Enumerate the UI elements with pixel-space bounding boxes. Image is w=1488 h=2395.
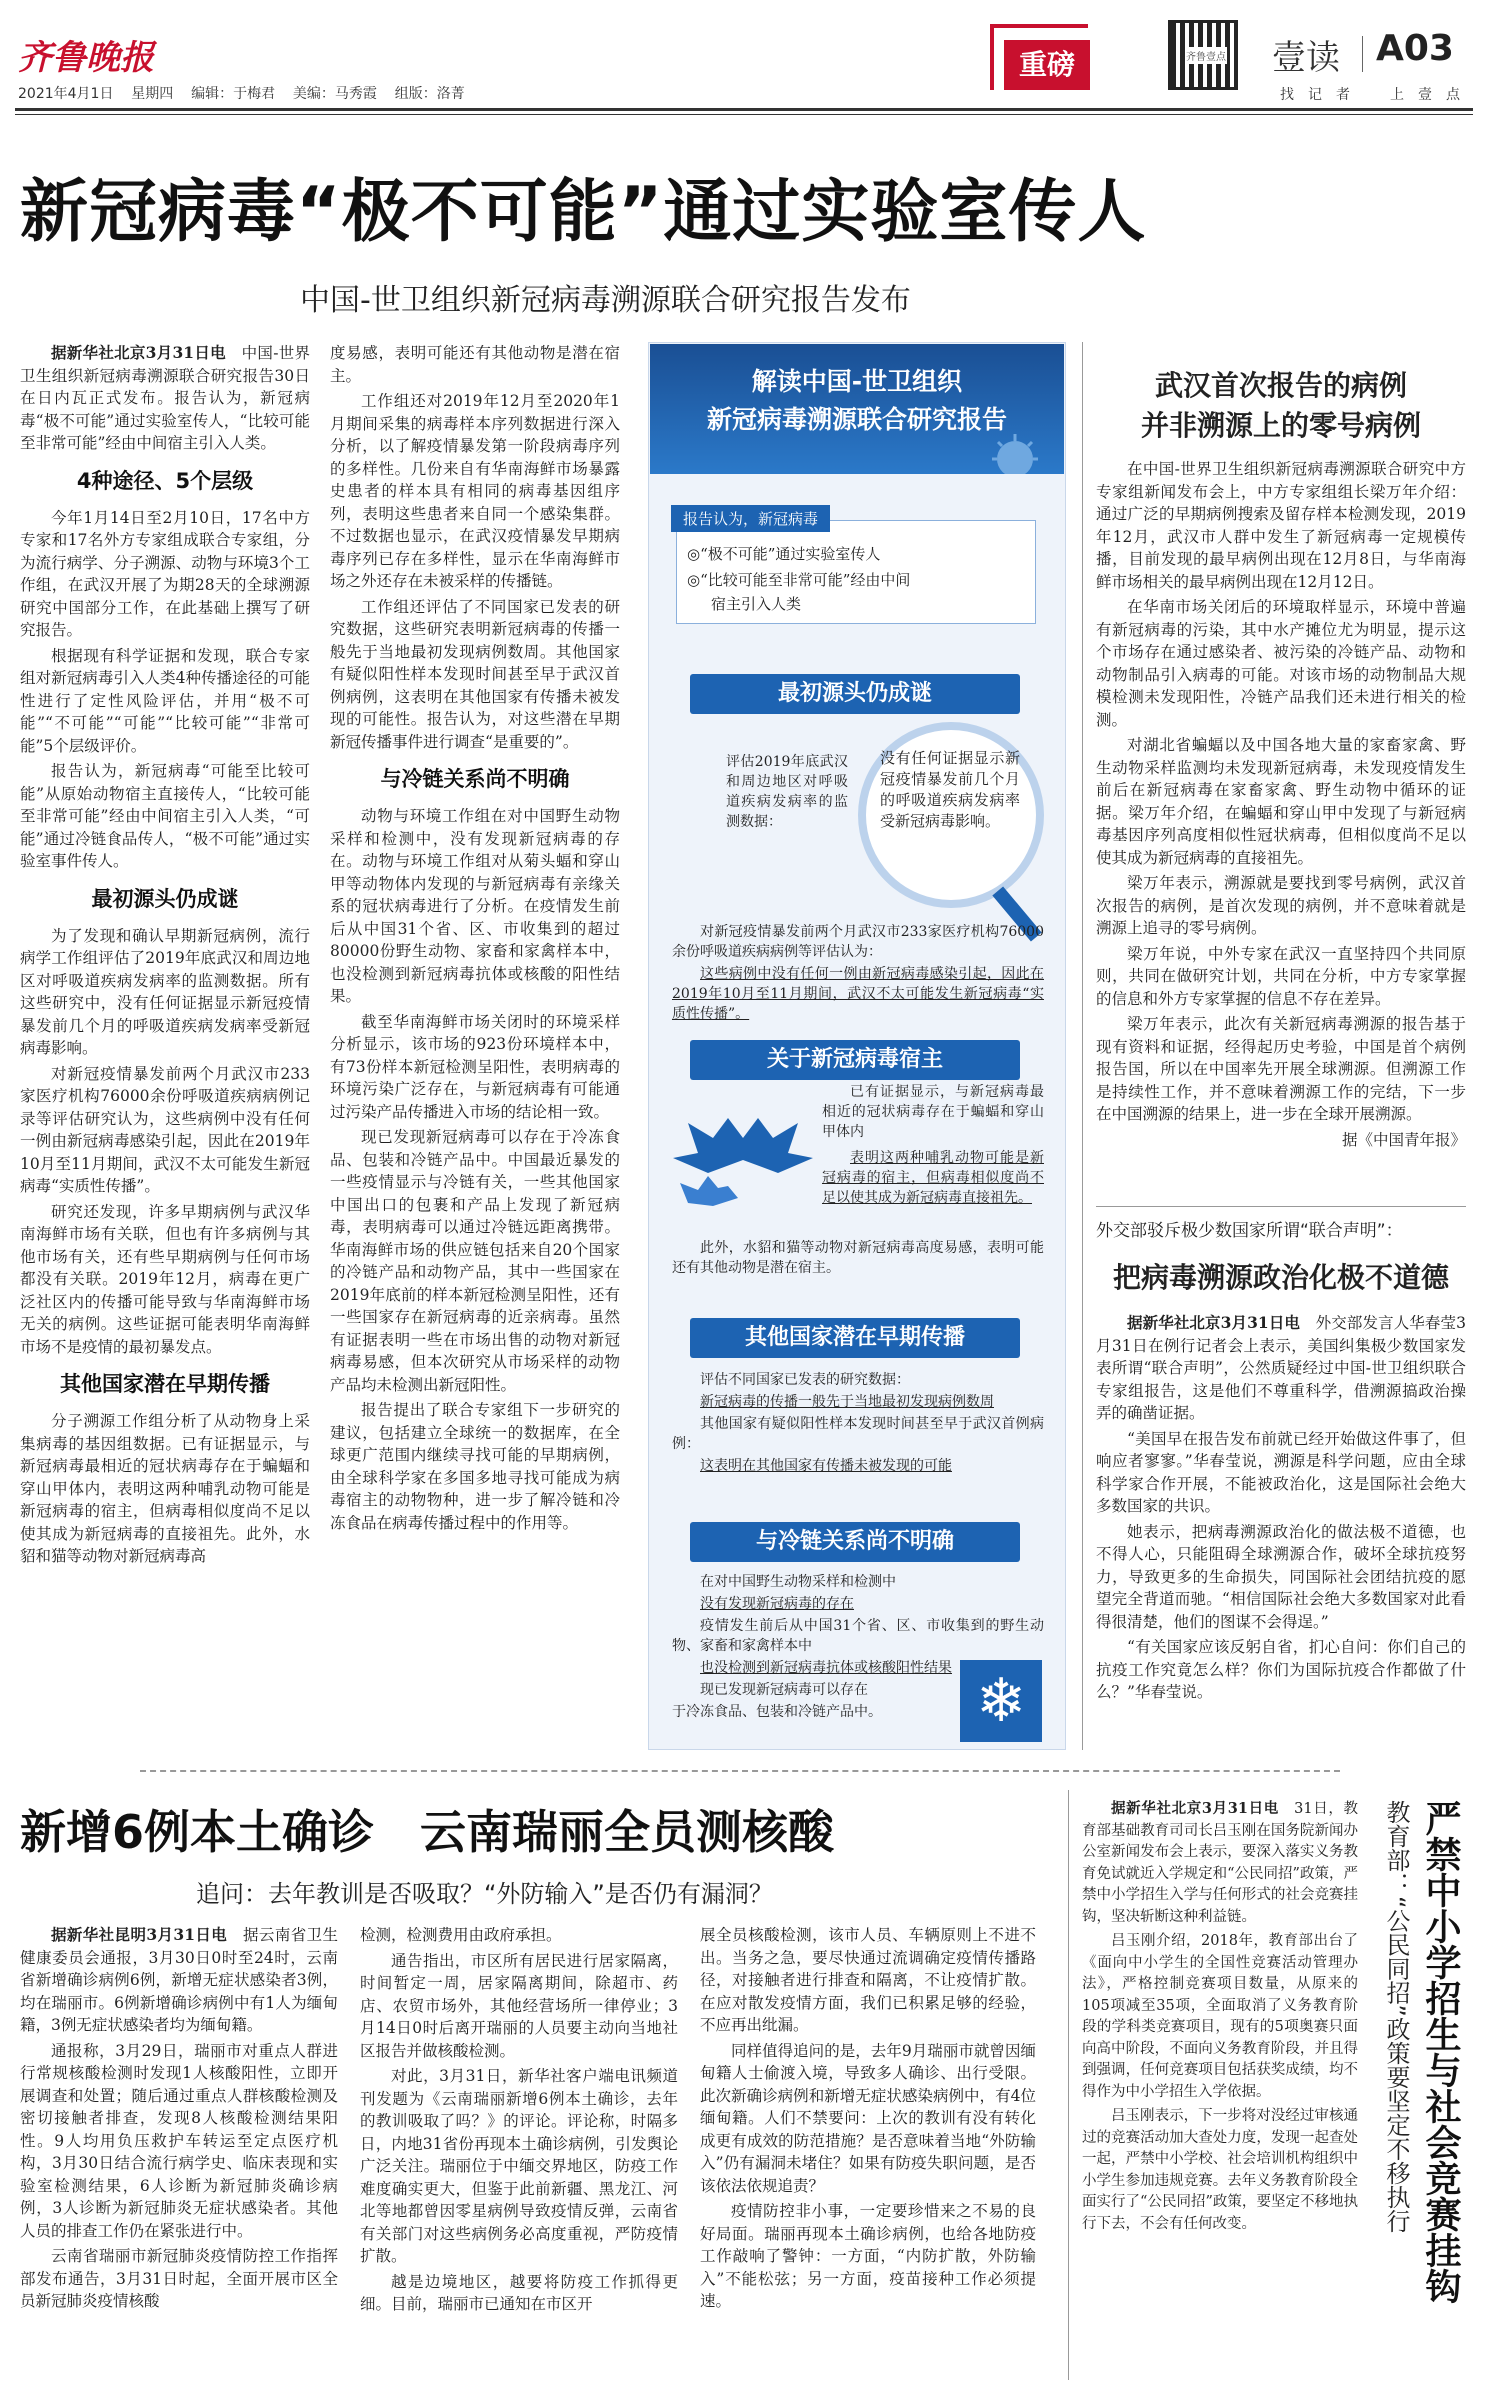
bottom-subhead: 追问：去年教训是否吸取？“外防输入”是否仍有漏洞？ [196,1880,773,1908]
paragraph: 分子溯源工作组分析了从动物身上采集病毒的基因组数据。已有证据显示，与新冠病毒最相近的冠状病毒存在于蝙蝠和穿山甲体内，表明这两种哺乳动物可能是新冠病毒的宿主，但病毒相似度尚不足以使其成为新冠病毒的直接祖先。此外，水貂和猫等动物对新冠病毒高 [20,1412,310,1565]
reporter-label: 找 记 者 [1280,87,1350,103]
side-headline-2: 教育部：“公民同招”政策要坚定不移执行 [1382,1800,1410,2233]
qr-code[interactable] [1168,20,1238,90]
s2-p1: 已有证据显示，与新冠病毒最相近的冠状病毒存在于蝙蝠和穿山甲体内 [822,1084,1044,1140]
masthead [0,0,1488,140]
s1-lens-text: 没有任何证据显示新冠疫情暴发前几个月的呼吸道疾病发病率受新冠病毒影响。 [880,749,1020,830]
paragraph: 疫情防控非小事，一定要珍惜来之不易的良好局面。瑞丽再现本土确诊病例，也给各地防疫工作敲响了警钟：一方面，“内防扩散，外防输入”不能松弦；另一方面，疫苗接种工作必须提速。 [700,2202,1036,2310]
findings-title: 报告认为，新冠病毒 [671,505,830,532]
paragraph: 工作组还评估了不同国家已发表的研究数据，这些研究表明新冠病毒的传播一般先于当地最初发现病例数周。其他国家有疑似阳性样本发现时间甚至早于武汉首例病例，这表明在其他国家有传播未被发现的可能性。报告认为，对这些潜在早期新冠传播事件进行调查“是重要的”。 [330,597,620,751]
paragraph: 云南省瑞丽市新冠肺炎疫情防控工作指挥部发布通告，3月31日时起，全面开展市区全员新冠肺炎疫情核酸 [20,2247,338,2310]
paragraph: 吕玉刚表示，下一步将对没经过审核通过的竞赛活动加大查处力度，发现一起查处一起，严禁中小学校、社会培训机构组织中小学生参加违规竞赛。去年义务教育阶段全面实行了“公民同招”政策，要坚定不移地执行下去，不会有任何改变。 [1082,2108,1358,2232]
lead-column-1: 据新华社北京3月31日电 中国-世界卫生组织新冠病毒溯源联合研究报告30日在日内瓦正式发布。报告认为，新冠病毒“极不可能”通过实验室传人，“比较可能至非常可能”经由中间宿主引入人类。 4种途径、5个层级 今年1月14日至2月10日，17名中方专家和17名外方专家组成联合专家组，分为流行病学、分子溯源、动物与环境3个工作组，在武汉开展了为期28天的全球溯源研究中国部分工作，在此基础上撰写了研究报告。 根据现有科学证据和发现，联合专家组对新冠病毒引入人类4种传播途径的可能性进行了定性风险评估，并用“极不可能”“不可能”“可能”“比较可能”“非常可能”5个层级评价。 报告认为，新冠病毒“可能至比较可能”从原始动物宿主直接传人，“比较可能至非常可能”经由中间宿主引入人类，“可能”通过冷链食品传人，“极不可能”通过实验室事件传人。 最初源头仍成谜 为了发现和确认早期新冠病例，流行病学工作组评估了2019年底武汉和周边地区对呼吸道疾病发病率的监测数据。所有这些研究中，没有任何证据显示新冠疫情暴发前几个月的呼吸道疾病发病率受新冠病毒影响。 对新冠疫情暴发前两个月武汉市233家医疗机构76000余份呼吸道疾病病例记录等评估研究认为，这些病例中没有任何一例由新冠病毒感染引起，因此在2019年10月至11月期间，武汉不太可能发生新冠病毒“实质性传播”。 研究还发现，许多早期病例与武汉华南海鲜市场有关联，但也有许多病例与其他市场有关，还有些早期病例与任何市场都没有关联。2019年12月，病毒在更广泛社区内的传播可能导致与华南海鲜市场无关的病例。这些证据可能表明华南海鲜市场不是疫情的最初暴发点。 其他国家潜在早期传播 分子溯源工作组分析了从动物身上采集病毒的基因组数据。已有证据显示，与新冠病毒最相近的冠状病毒存在于蝙蝠和穿山甲体内，表明这两种哺乳动物可能是新冠病毒的宿主，但病毒相似度尚不足以使其成为新冠病毒的直接祖先。此外，水貂和猫等动物对新冠病毒高 [20,342,310,1571]
section-name: 壹读 [1272,38,1340,78]
logo: 齐鲁晚报 [18,38,154,78]
paragraph: 同样值得追问的是，去年9月瑞丽市就曾因缅甸籍人士偷渡入境，导致多人确诊、出行受限。此次新确诊病例和新增无症状感染病例中，有4位缅甸籍。人们不禁要问：上次的教训有没有转化成更有成效的防范措施？是否意味着当地“外防输入”仍有漏洞未堵住？如果有防疫失职问题，是否该依法依规追责？ [700,2041,1036,2195]
virus-icon [980,424,1050,474]
paragraph: 越是边境地区，越要将防疫工作抓得更细。目前，瑞丽市已通知在市区开 [360,2272,678,2313]
paragraph: 展全员核酸检测，该市人员、车辆原则上不进不出。当务之急，要尽快通过流调确定疫情传播路径，对接触者进行排查和隔离，不让疫情扩散。在应对散发疫情方面，我们已积累足够的经验，不应再出纰漏。 [700,1926,1036,2034]
bottom-column-1: 据新华社昆明3月31日电 据云南省卫生健康委员会通报，3月30日0时至24时，云南省新增确诊病例6例，新增无症状感染者3例，均在瑞丽市。6例新增确诊病例中有1人为缅甸籍，3例无症状感染者均为缅甸籍。 通报称，3月29日，瑞丽市对重点人群进行常规核酸检测时发现1人核酸阳性，立即开展调查和处置；随后通过重点人群核酸检测及密切接触者排查，发现8人核酸检测结果阳性。9人均用负压救护车转运至定点医疗机构，3月30日结合流行病学史、临床表现和实验室检测结果，6人诊断为新冠肺炎确诊病例，3人诊断为新冠肺炎无症状感染者。其他人员的排查工作仍在紧张进行中。 云南省瑞丽市新冠肺炎疫情防控工作指挥部发布通告，3月31日时起，全面开展市区全员新冠肺炎疫情核酸 [20,1924,338,2316]
paragraph: 工作组还对2019年12月至2020年1月期间采集的病毒样本序列数据进行深入分析，以了解疫情暴发第一阶段病毒序列的多样性。几份来自有华南海鲜市场暴露史患者的样本具有相同的病毒基因组序列，表明这些患者来自同一个感染集群。不过数据也显示，在武汉疫情暴发早期病毒序列已存在多样性，显示在华南海鲜市场之外还存在未被采样的传播链。 [330,392,620,590]
issue-date: 2021年4月1日 [18,86,114,102]
side-story-text: 据新华社北京3月31日电 31日，教育部基础教育司司长吕玉刚在国务院新闻办公室新闻发布会上表示，要深入落实义务教育免试就近入学规定和“公民同招”政策，严禁中小学招生入学与任何形式的社会竞赛挂钩，坚决斩断这种利益链。 吕玉刚介绍，2018年，教育部出台了《面向中小学生的全国性竞赛活动管理办法》，严格控制竞赛项目数量，从原来的105项减至35项，全面取消了义务教育阶段的学科类竞赛项目，现有的5项奥赛只面向高中阶段，不面向义务教育阶段，并且得到强调，任何竞赛项目包括获奖成绩，均不得作为中小学招生入学依据。 吕玉刚表示，下一步将对没经过审核通过的竞赛活动加大查处力度，发现一起查处一起，严禁中小学校、社会培训机构组织中小学生参加违规竞赛。去年义务教育阶段全面实行了“公民同招”政策，要坚定不移地执行下去，不会有任何改变。 [1082,1798,1358,2238]
snowflake-icon: ❄ [960,1660,1042,1742]
paragraph: 研究还发现，许多早期病例与武汉华南海鲜市场有关联，但也有许多病例与其他市场有关，还有些早期病例与任何市场都没有关联。2019年12月，病毒在更广泛社区内的传播可能导致与华南海鲜市场无关的病例。这些证据可能表明华南海鲜市场不是疫情的最初暴发点。 [20,1202,310,1356]
paragraph: 现已发现新冠病毒可以存在于冷冻食品、包装和冷链产品中。中国最近暴发的一些疫情显示与冷链有关，一些其他国家中国出口的包裹和产品上发现了新冠病毒，表明病毒可以通过冷链远距离携带。华南海鲜市场的供应链包括来自20个国家的冷链产品和动物产品，其中一些国家在2019年底前的样本新冠检测呈阳性，还有一些国家存在新冠病毒的近亲病毒。虽然有证据表明一些在市场出售的动物对新冠病毒易感，但本次研究从市场采样的动物产品均未检测出新冠阳性。 [330,1128,620,1394]
subheading: 其他国家潜在早期传播 [60,1372,270,1396]
byline: 据新华社北京3月31日电 [1111,1800,1279,1817]
paragraph: 在中国-世界卫生组织新冠病毒溯源联合研究中方专家组新闻发布会上，中方专家组组长梁万年介绍：通过广泛的早期病例搜索及留存样本检测发现，2019年12月，武汉市人群中发生了新冠病毒一定规模传播，目前发现的最早病例出现在12月8日，与华南海鲜市场相关的最早病例出现在12月12日。 [1096,460,1466,591]
subheading: 4种途径、5个层级 [76,468,254,493]
paragraph: “美国早在报告发布前就已经开始做这件事了，但响应者寥寥。”华春莹说，溯源是科学问题，应由全球科学家合作开展，不能被政治化，这是国际社会绝大多数国家的共识。 [1096,1429,1466,1515]
panel-title-2: 新冠病毒溯源联合研究报告 [706,405,1007,434]
lead-subhead: 中国-世卫组织新冠病毒溯源联合研究报告发布 [300,283,911,318]
bottom-column-2 [360,1924,678,2319]
byline: 据新华社昆明3月31日电 [51,1925,228,1944]
paragraph: 对湖北省蝙蝠以及中国各地大量的家畜家禽、野生动物采样监测均未发现新冠病毒，未发现疫情发生前后在新冠病毒在家畜家禽、野生动物中循环的证据。梁万年介绍，在蝙蝠和穿山甲中发现了与新冠病毒基因序列高度相似性冠状病毒，但相似度尚不足以使其成为新冠病毒的直接祖先。 [1096,736,1466,867]
panel-section-1: 最初源头仍成谜 [690,674,1020,714]
s4-text: 在对中国野生动物采样和检测中 没有发现新冠病毒的存在 疫情发生前后从中国31个省、区、市收集到的野生动物、家畜和家禽样本中 也没检测到新冠病毒抗体或核酸阳性结果 现已发现新冠病毒可以存在 于冷冻食品、包装和冷链产品中。 [672,1574,1044,1720]
tag-badge [990,24,1088,90]
paragraph: 检测，检测费用由政府承担。 [360,1926,562,1944]
s2-p2: 表明这两种哺乳动物可能是新冠病毒的宿主，但病毒相似度尚不足以使其成为新冠病毒直接祖先。 [822,1150,1044,1206]
paragraph: 截至华南海鲜市场关闭时的环境采样分析显示，该市场的923份环境样本中，有73份样本新冠检测呈阳性，表明病毒的环境污染广泛存在，与新冠病毒有可能通过污染产品传播进入市场的结论相一致。 [330,1012,620,1121]
paragraph: 通告指出，市区所有居民进行居家隔离，时间暂定一周，居家隔离期间，除超市、药店、农贸市场外，其他经营场所一律停业；3月14日0时后离开瑞丽的人员要主动向当地社区报告并做核酸检测。 [360,1951,678,2060]
findings-box [676,510,1036,624]
paragraph: 通报称，3月29日，瑞丽市对重点人群进行常规核酸检测时发现1人核酸阳性，立即开展调查和处置；随后通过重点人群核酸检测及密切接触者排查，发现8人核酸检测结果阳性。9人均用负压救护车转运至定点医疗机构，3月30日结合流行病学史、临床表现和实验室检测结果，6人诊断为新冠肺炎确诊病例，3人诊断为新冠肺炎无症状感染者。其他人员的排查工作仍在紧张进行中。 [20,2041,338,2240]
byline: 据新华社北京3月31日电 [51,343,226,362]
paragraph: 梁万年表示，溯源就是要找到零号病例，武汉首次报告的病例，是首次发现的病例，并不意味着就是溯源上追寻的零号病例。 [1096,874,1466,937]
s2-p3: 此外，水貂和猫等动物对新冠病毒高度易感，表明可能还有其他动物是潜在宿主。 [672,1240,1044,1276]
bat-icon [668,1098,818,1228]
s1-left: 评估2019年底武汉和周边地区对呼吸道疾病发病率的监测数据： [726,754,848,830]
app-label: 上 壹 点 [1390,87,1460,103]
subheading: 最初源头仍成谜 [91,886,239,911]
source-credit: 据《中国青年报》 [1341,1130,1466,1149]
panel-title-1: 解读中国-世卫组织 [751,367,963,396]
paragraph: 她表示，把病毒溯源政治化的做法极不道德，也不得人心，只能阻碍全球溯源合作，破坏全球抗疫努力，导致更多的生命损失，同国际社会团结抗疫的愿望完全背道而驰。“相信国际社会绝大多数国家对此看得很清楚，他们的图谋不会得逞。” [1096,1522,1466,1631]
right-headline-2: 并非溯源上的零号病例 [1140,409,1421,442]
paragraph: 报告认为，新冠病毒“可能至比较可能”从原始动物宿主直接传人，“比较可能至非常可能”经由中间宿主引入人类，“可能”通过冷链食品传人，“极不可能”通过实验室事件传人。 [20,762,310,870]
lead-column-2 [330,342,620,1537]
tag-label: 重磅 [1004,40,1090,90]
subheading: 与冷链关系尚不明确 [380,767,570,791]
s1-p2: 对新冠疫情暴发前两个月武汉市233家医疗机构76000余份呼吸道疾病病例等评估认为： [672,924,1044,960]
panel-section-3: 其他国家潜在早期传播 [690,1318,1020,1358]
editor-credit: 编辑：于梅君 [191,86,276,102]
finding-1: ◎“极不可能”通过实验室传人 [687,545,881,563]
paragraph: 度易感，表明可能还有其他动物是潜在宿主。 [330,344,620,385]
paragraph: 今年1月14日至2月10日，17名中方专家和17名外方专家组成联合专家组，分为流行病学、分子溯源、动物与环境3个工作组，在武汉开展了为期28天的全球溯源研究中国部分工作，在此基础上撰写了研究报告。 [20,508,310,639]
side-headline-1: 严禁中小学招生与社会竞赛挂钩 [1420,1800,1461,2304]
paragraph: 梁万年表示，此次有关新冠病毒溯源的报告基于现有资料和证据，经得起历史考验，中国是首个病例报告国，所以在中国率先开展全球溯源。但溯源工作是持续性工作，并不意味着溯源工作的完结，下一步在中国溯源的结果上，进一步在全球开展溯源。 [1096,1015,1466,1123]
paragraph: 梁万年说，中外专家在武汉一直坚持四个共同原则，共同在做研究计划，共同在分析，中方专家掌握的信息和外方专家掌握的信息不存在差异。 [1096,944,1466,1008]
panel-banner [650,344,1064,474]
paragraph: 对新冠疫情暴发前两个月武汉市233家医疗机构76000余份呼吸道疾病病例记录等评估研究认为，这些病例中没有任何一例由新冠病毒感染引起，因此在2019年10月至11月期间，武汉不太可能发生新冠病毒“实质性传播”。 [20,1064,310,1195]
byline: 据新华社北京3月31日电 [1127,1313,1301,1332]
lead-headline: 新冠病毒“极不可能”通过实验室传人 [20,173,1147,252]
page-number: A03 [1376,28,1454,69]
bottom-headline: 新增6例本土确诊 云南瑞丽全员测核酸 [20,1805,835,1859]
panel-section-4: 与冷链关系尚不明确 [690,1522,1020,1562]
finding-2-cont: 宿主引入人类 [711,595,802,613]
qr-label: 齐鲁壹点 [1185,47,1227,64]
art-credit: 美编：马秀霞 [292,86,377,102]
paragraph: 为了发现和确认早期新冠病例，流行病学工作组评估了2019年底武汉和周边地区对呼吸道疾病发病率的监测数据。所有这些研究中，没有任何证据显示新冠疫情暴发前几个月的呼吸道疾病发病率受新冠病毒影响。 [20,926,310,1057]
paragraph: 动物与环境工作组在对中国野生动物采样和检测中，没有发现新冠病毒的存在。动物与环境工作组对从菊头蝠和穿山甲等动物体内发现的与新冠病毒有亲缘关系的冠状病毒进行了分析。在疫情发生前后从中国31个省、区、市收集到的超过80000份野生动物、家畜和家禽样本中，也没检测到新冠病毒抗体或核酸的阳性结果。 [330,807,620,1005]
masthead-info [18,83,465,103]
paragraph: 根据现有科学证据和发现，联合专家组对新冠病毒引入人类4种传播途径的可能性进行了定性风险评估，并用“极不可能”“不可能”“可能”“比较可能”“非常可能”5个层级评价。 [20,646,310,755]
bottom-column-3 [700,1924,1036,2316]
s1-p3: 这些病例中没有任何一例由新冠病毒感染引起，因此在2019年10月至11月期间，武汉不太可能发生新冠病毒“实质性传播”。 [672,966,1044,1022]
panel-section-2: 关于新冠病毒宿主 [690,1040,1020,1080]
s3-text: 评估不同国家已发表的研究数据： 新冠病毒的传播一般先于当地最初发现病例数周 其他国家有疑似阳性样本发现时间甚至早于武汉首例病例： 这表明在其他国家有传播未被发现的可能 [672,1372,1044,1474]
paragraph: 对此，3月31日，新华社客户端电讯频道刊发题为《云南瑞丽新增6例本土确诊，去年的教训吸取了吗？》的评论。评论称，时隔多日，内地31省份再现本土确诊病例，引发舆论广泛关注。瑞丽位于中缅交界地区，防疫工作难度确实更大，但鉴于此前新疆、黑龙江、河北等地都曾因零星病例导致疫情反弹，云南省有关部门对这些病例务必高度重视，严防疫情扩散。 [360,2067,678,2265]
finding-2: ◎“比较可能至非常可能”经由中间 [687,571,911,589]
paragraph: 报告提出了联合专家组下一步研究的建议，包括建立全球统一的数据库，在全球更广范围内继续寻找可能的早期病例，由全球科学家在多国多地寻找可能成为病毒宿主的动物物种，进一步了解冷链和冷冻食品在病毒传播过程中的作用等。 [330,1401,620,1532]
proof-credit: 组版：洛菁 [394,86,465,102]
paragraph: 在华南市场关闭后的环境取样显示，环境中普遍有新冠病毒的污染，其中水产摊位尤为明显，提示这个市场存在通过感染者、被污染的冷链产品、动物和动物制品引入病毒的可能。对该市场的动物制品大规模检测未发现阳性，冷链产品我们还未进行相关的检测。 [1096,598,1466,729]
paragraph: 吕玉刚介绍，2018年，教育部出台了《面向中小学生的全国性竞赛活动管理办法》，严格控制竞赛项目数量，从原来的105项减至35项，全面取消了义务教育阶段的学科类竞赛项目，现有的5项奥赛只面向高中阶段，不面向义务教育阶段，并且得到强调，任何竞赛项目包括获奖成绩，均不得作为中小学招生入学依据。 [1082,1933,1358,2100]
right-headline-3: 把病毒溯源政治化极不道德 [1112,1261,1449,1294]
right-kicker: 外交部驳斥极少数国家所谓“联合声明”： [1096,1221,1403,1241]
right-column-2: 据新华社北京3月31日电 外交部发言人华春莹3月31日在例行记者会上表示，美国纠集极少数国家发表所谓“联合声明”，公然质疑经过中国-世卫组织联合专家组报告，这是他们不尊重科学，借溯源搞政治操弄的确凿证据。 “美国早在报告发布前就已经开始做这件事了，但响应者寥寥。”华春莹说，溯源是科学问题，应由全球科学家合作开展，不能被政治化，这是国际社会绝大多数国家的共识。 她表示，把病毒溯源政治化的做法极不道德，也不得人心，只能阻碍全球溯源合作，破坏全球抗疫努力，导致更多的生命损失，同国际社会团结抗疫的愿望完全背道而驰。“相信国际社会绝大多数国家对此看得很清楚，他们的图谋不会得逞。” “有关国家应该反躬自省，扪心自问：你们自己的抗疫工作究竟怎么样？你们为国际抗疫合作都做了什么？”华春莹说。 [1096,1312,1466,1707]
right-headline-1: 武汉首次报告的病例 [1154,369,1407,402]
paragraph: “有关国家应该反躬自省，扪心自问：你们自己的抗疫工作究竟怎么样？你们为国际抗疫合作都做了什么？”华春莹说。 [1096,1638,1466,1701]
right-column [1096,458,1466,1154]
issue-weekday: 星期四 [131,86,174,102]
